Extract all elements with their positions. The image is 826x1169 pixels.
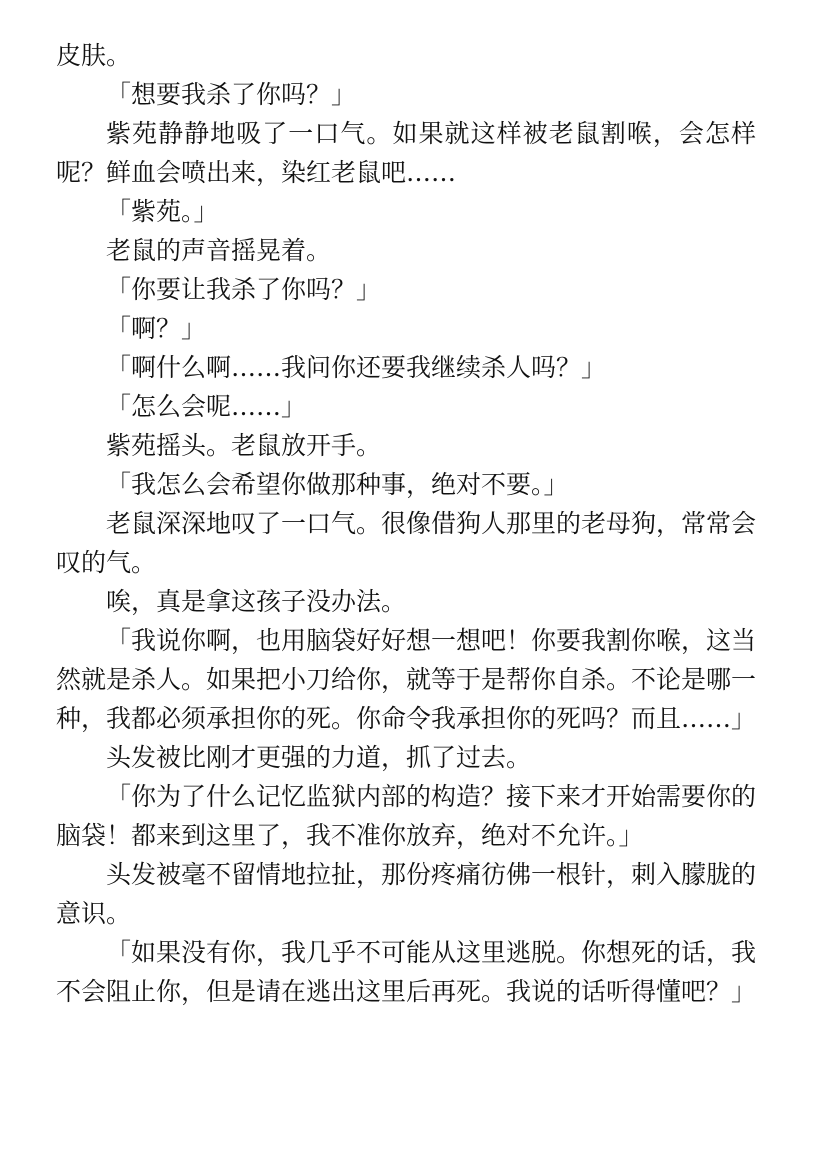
paragraph-15: 头发被比刚才更强的力道，抓了过去。 xyxy=(106,743,532,772)
paragraph-18: 「如果没有你，我几乎不可能从这里逃脱。你想死的话，我不会阻止你，但是请在逃出这里后再死。我说的话听得懂吧？」 xyxy=(56,938,757,1006)
paragraph-10: 紫苑摇头。老鼠放开手。 xyxy=(106,431,382,460)
paragraph-17: 头发被毫不留情地拉扯，那份疼痛彷佛一根针，刺入朦胧的意识。 xyxy=(56,860,757,928)
paragraph-8: 「啊什么啊……我问你还要我继续杀人吗？」 xyxy=(106,353,607,382)
paragraph-4: 「紫苑。」 xyxy=(106,197,219,226)
paragraph-5: 老鼠的声音摇晃着。 xyxy=(106,236,332,265)
paragraph-11: 「我怎么会希望你做那种事，绝对不要。」 xyxy=(106,470,569,499)
paragraph-6: 「你要让我杀了你吗？」 xyxy=(106,275,382,304)
paragraph-9: 「怎么会呢……」 xyxy=(106,392,307,421)
paragraph-12: 老鼠深深地叹了一口气。很像借狗人那里的老母狗，常常会叹的气。 xyxy=(56,509,757,577)
paragraph-14: 「我说你啊，也用脑袋好好想一想吧！你要我割你喉，这当然就是杀人。如果把小刀给你，就等于是帮你自杀。不论是哪一种，我都必须承担你的死。你命令我承担你的死吗？而且……」 xyxy=(56,626,757,733)
paragraph-7: 「啊？」 xyxy=(106,314,207,343)
paragraph-2: 「想要我杀了你吗？」 xyxy=(106,80,357,109)
paragraph-16: 「你为了什么记忆监狱内部的构造？接下来才开始需要你的脑袋！都来到这里了，我不准你放弃，绝对不允许。」 xyxy=(56,782,757,850)
paragraph-3: 紫苑静静地吸了一口气。如果就这样被老鼠割喉，会怎样呢？鲜血会喷出来，染红老鼠吧…… xyxy=(56,119,756,187)
paragraph-1: 皮肤。 xyxy=(56,41,132,70)
document-page xyxy=(56,36,756,1011)
paragraph-13: 唉，真是拿这孩子没办法。 xyxy=(106,587,407,616)
